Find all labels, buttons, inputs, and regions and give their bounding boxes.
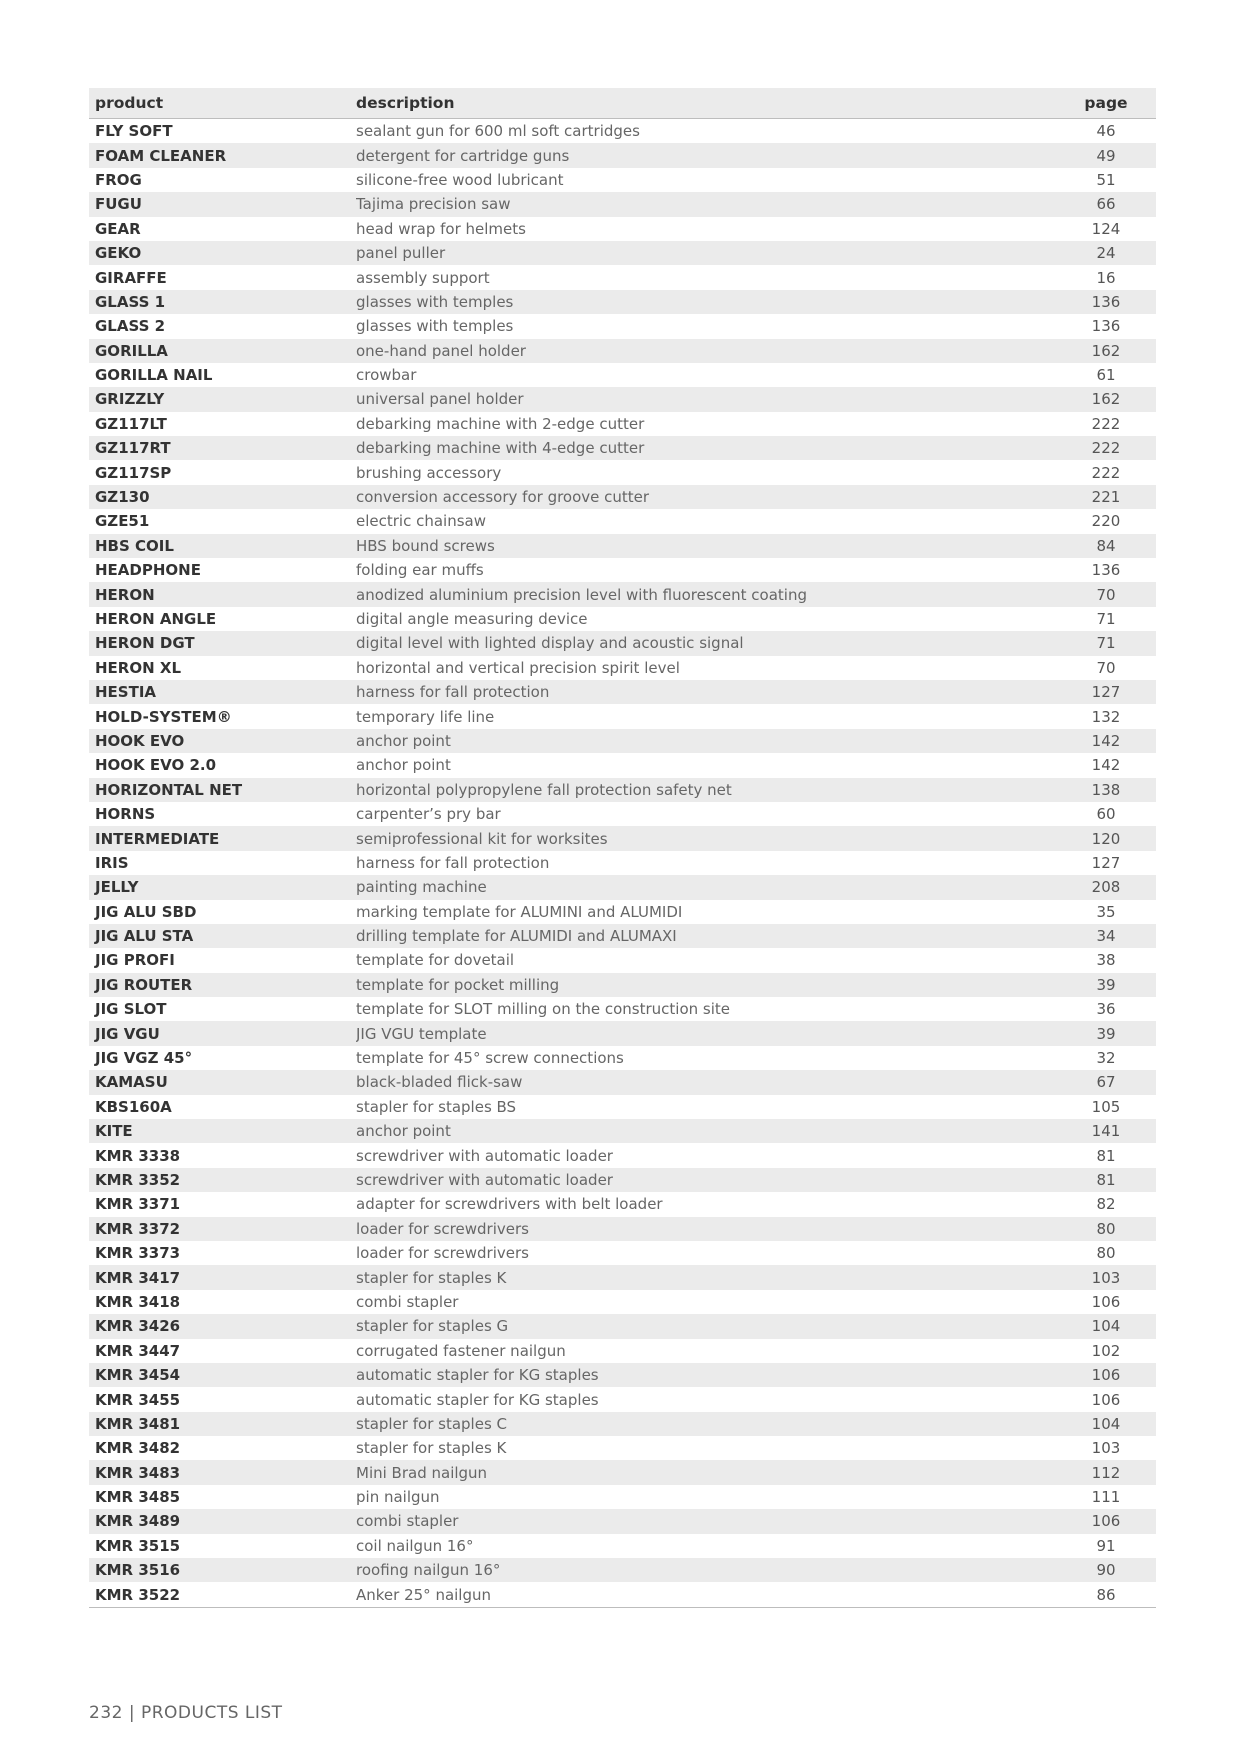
- product-cell: HOLD-SYSTEM®: [95, 707, 232, 726]
- table-row: [89, 143, 1156, 167]
- page-cell: 127: [1091, 683, 1121, 702]
- page-cell: 142: [1091, 731, 1121, 750]
- description-cell: sealant gun for 600 ml soft cartridges: [356, 122, 640, 141]
- page-cell: 138: [1091, 780, 1121, 799]
- product-cell: HERON XL: [95, 658, 182, 677]
- description-cell: anchor point: [356, 756, 451, 775]
- page-cell: 80: [1096, 1244, 1116, 1263]
- product-cell: KMR 3417: [95, 1268, 181, 1287]
- table-row: [89, 680, 1156, 704]
- table-row: [89, 1363, 1156, 1387]
- description-cell: JIG VGU template: [356, 1024, 487, 1043]
- product-cell: KMR 3485: [95, 1488, 181, 1507]
- table-row: [89, 1070, 1156, 1094]
- product-cell: KMR 3338: [95, 1146, 181, 1165]
- page-cell: 106: [1091, 1390, 1121, 1409]
- table-row: [89, 1095, 1156, 1119]
- table-row: [89, 1387, 1156, 1411]
- description-cell: digital angle measuring device: [356, 610, 588, 628]
- description-cell: semiprofessional kit for worksites: [356, 829, 608, 848]
- table-row: [89, 1290, 1156, 1314]
- description-cell: universal panel holder: [356, 390, 524, 409]
- table-row: [89, 1119, 1156, 1143]
- description-cell: carpenter’s pry bar: [356, 805, 501, 824]
- page-cell: 106: [1091, 1512, 1121, 1531]
- description-cell: head wrap for helmets: [356, 219, 526, 238]
- page-footer: 232 | PRODUCTS LIST: [89, 1703, 283, 1723]
- table-row: [89, 1509, 1156, 1533]
- table-row: [89, 1436, 1156, 1460]
- table-row: [89, 241, 1156, 265]
- product-cell: FLY SOFT: [95, 122, 173, 141]
- page-cell: 36: [1096, 1000, 1116, 1019]
- page-cell: 136: [1091, 561, 1121, 580]
- page-cell: 51: [1096, 170, 1116, 189]
- page-cell: 70: [1096, 585, 1116, 604]
- page-cell: 71: [1096, 634, 1116, 653]
- product-cell: HERON: [95, 585, 155, 604]
- product-cell: JIG ALU STA: [95, 927, 194, 946]
- product-cell: GORILLA: [95, 341, 168, 360]
- page-cell: 102: [1091, 1341, 1121, 1360]
- description-cell: combi stapler: [356, 1292, 459, 1311]
- page-cell: 106: [1091, 1366, 1121, 1385]
- product-cell: HBS COIL: [95, 536, 174, 555]
- description-cell: template for dovetail: [356, 951, 515, 970]
- description-cell: Anker 25° nailgun: [356, 1585, 492, 1604]
- page-cell: 104: [1091, 1414, 1121, 1433]
- page-cell: 81: [1096, 1146, 1116, 1165]
- product-cell: KITE: [95, 1122, 133, 1141]
- description-cell: stapler for staples K: [356, 1268, 507, 1287]
- product-cell: JIG SLOT: [95, 1000, 167, 1019]
- description-cell: debarking machine with 2-edge cutter: [356, 414, 645, 433]
- page-cell: 39: [1096, 975, 1116, 994]
- page-cell: 35: [1096, 902, 1116, 921]
- product-cell: KMR 3371: [95, 1195, 181, 1214]
- description-cell: electric chainsaw: [356, 512, 486, 531]
- header-description: description: [356, 94, 455, 112]
- table-row: [89, 534, 1156, 558]
- description-cell: stapler for staples K: [356, 1439, 507, 1458]
- description-cell: stapler for staples C: [356, 1414, 507, 1433]
- description-cell: anodized aluminium precision level with fluorescent coating: [356, 585, 807, 604]
- table-row: [89, 778, 1156, 802]
- table-row: [89, 729, 1156, 753]
- table-row: [89, 1217, 1156, 1241]
- table-row: [89, 1021, 1156, 1045]
- description-cell: screwdriver with automatic loader: [356, 1170, 613, 1189]
- product-cell: JIG VGZ 45°: [95, 1049, 193, 1068]
- page-cell: 84: [1096, 536, 1116, 555]
- table-row: [89, 948, 1156, 972]
- page-cell: 67: [1096, 1073, 1116, 1092]
- product-cell: HEADPHONE: [95, 561, 201, 580]
- description-cell: glasses with temples: [356, 292, 514, 311]
- product-cell: KMR 3447: [95, 1341, 181, 1360]
- table-row: [89, 1460, 1156, 1484]
- table-row: [89, 387, 1156, 411]
- product-cell: KBS160A: [95, 1097, 172, 1116]
- description-cell: stapler for staples G: [356, 1317, 509, 1336]
- page-cell: 142: [1091, 756, 1121, 775]
- page-cell: 38: [1096, 951, 1116, 970]
- header-page: page: [1084, 94, 1128, 112]
- page-cell: 24: [1096, 244, 1116, 263]
- description-cell: stapler for staples BS: [356, 1097, 517, 1116]
- product-cell: GZE51: [95, 512, 150, 531]
- product-cell: HOOK EVO 2.0: [95, 756, 217, 775]
- product-cell: HERON ANGLE: [95, 610, 217, 628]
- table-row: [89, 631, 1156, 655]
- product-cell: GZ117LT: [95, 414, 167, 433]
- description-cell: marking template for ALUMINI and ALUMIDI: [356, 902, 683, 921]
- product-cell: INTERMEDIATE: [95, 829, 220, 848]
- table-row: [89, 1339, 1156, 1363]
- table-row: [89, 1192, 1156, 1216]
- table-row: [89, 582, 1156, 606]
- description-cell: crowbar: [356, 366, 417, 385]
- page-cell: 91: [1096, 1536, 1116, 1555]
- page-cell: 71: [1096, 610, 1116, 628]
- description-cell: screwdriver with automatic loader: [356, 1146, 613, 1165]
- table-row: [89, 509, 1156, 533]
- page-cell: 162: [1091, 341, 1121, 360]
- table-row: [89, 1558, 1156, 1582]
- description-cell: one-hand panel holder: [356, 341, 526, 360]
- page-cell: 208: [1091, 878, 1121, 897]
- page-cell: 46: [1096, 122, 1116, 141]
- page-cell: 220: [1091, 512, 1121, 531]
- description-cell: automatic stapler for KG staples: [356, 1366, 599, 1385]
- table-row: [89, 436, 1156, 460]
- table-header: [89, 88, 1156, 119]
- table-row: [89, 412, 1156, 436]
- description-cell: harness for fall protection: [356, 683, 550, 702]
- description-cell: temporary life line: [356, 707, 495, 726]
- product-cell: FROG: [95, 170, 142, 189]
- table-row: [89, 290, 1156, 314]
- product-cell: KMR 3373: [95, 1244, 181, 1263]
- product-cell: HORIZONTAL NET: [95, 780, 243, 799]
- description-cell: anchor point: [356, 731, 451, 750]
- description-cell: Tajima precision saw: [356, 195, 511, 214]
- table-row: [89, 1143, 1156, 1167]
- description-cell: debarking machine with 4-edge cutter: [356, 439, 645, 458]
- description-cell: panel puller: [356, 244, 446, 263]
- page-cell: 70: [1096, 658, 1116, 677]
- table-row: [89, 924, 1156, 948]
- description-cell: adapter for screwdrivers with belt loader: [356, 1195, 663, 1214]
- product-cell: GLASS 1: [95, 292, 166, 311]
- description-cell: horizontal and vertical precision spirit level: [356, 658, 680, 677]
- product-cell: JELLY: [95, 878, 139, 897]
- description-cell: pin nailgun: [356, 1488, 440, 1507]
- description-cell: digital level with lighted display and acoustic signal: [356, 634, 744, 653]
- description-cell: detergent for cartridge guns: [356, 146, 570, 165]
- table-row: [89, 485, 1156, 509]
- page-cell: 34: [1096, 927, 1116, 946]
- description-cell: black-bladed flick-saw: [356, 1073, 523, 1092]
- description-cell: silicone-free wood lubricant: [356, 170, 564, 189]
- description-cell: loader for screwdrivers: [356, 1219, 529, 1238]
- product-cell: FUGU: [95, 195, 142, 214]
- description-cell: loader for screwdrivers: [356, 1244, 529, 1263]
- table-row: [89, 1485, 1156, 1509]
- product-cell: JIG PROFI: [95, 951, 175, 970]
- table-row: [89, 875, 1156, 899]
- description-cell: template for SLOT milling on the construction site: [356, 1000, 731, 1019]
- description-cell: combi stapler: [356, 1512, 459, 1531]
- page-cell: 132: [1091, 707, 1121, 726]
- table-row: [89, 314, 1156, 338]
- product-cell: KMR 3455: [95, 1390, 181, 1409]
- product-cell: KMR 3454: [95, 1366, 181, 1385]
- product-cell: KMR 3352: [95, 1170, 181, 1189]
- page-cell: 112: [1091, 1463, 1121, 1482]
- product-cell: KMR 3372: [95, 1219, 181, 1238]
- table-row: [89, 265, 1156, 289]
- table-row: [89, 119, 1156, 143]
- product-cell: GZ117SP: [95, 463, 172, 482]
- products-table: [89, 88, 1156, 1608]
- table-row: [89, 1046, 1156, 1070]
- table-row: [89, 851, 1156, 875]
- page-cell: 66: [1096, 195, 1116, 214]
- header-product: product: [95, 94, 164, 112]
- description-cell: HBS bound screws: [356, 536, 495, 555]
- product-cell: GEAR: [95, 219, 141, 238]
- table-row: [89, 460, 1156, 484]
- product-cell: KMR 3515: [95, 1536, 181, 1555]
- table-row: [89, 997, 1156, 1021]
- product-cell: HERON DGT: [95, 634, 195, 653]
- table-row: [89, 192, 1156, 216]
- product-cell: KMR 3483: [95, 1463, 181, 1482]
- page-cell: 86: [1096, 1585, 1116, 1604]
- table-row: [89, 168, 1156, 192]
- product-cell: HESTIA: [95, 683, 157, 702]
- page-cell: 104: [1091, 1317, 1121, 1336]
- description-cell: glasses with temples: [356, 317, 514, 336]
- product-cell: GZ130: [95, 488, 150, 507]
- table-row: [89, 1314, 1156, 1338]
- page-cell: 127: [1091, 853, 1121, 872]
- product-cell: KMR 3418: [95, 1292, 181, 1311]
- table-bottom-rule: [89, 1607, 1156, 1608]
- page-cell: 103: [1091, 1439, 1121, 1458]
- page-cell: 103: [1091, 1268, 1121, 1287]
- description-cell: automatic stapler for KG staples: [356, 1390, 599, 1409]
- product-cell: GORILLA NAIL: [95, 366, 213, 385]
- page-cell: 221: [1091, 488, 1121, 507]
- page-cell: 106: [1091, 1292, 1121, 1311]
- product-cell: JIG ROUTER: [95, 975, 193, 994]
- table-row: [89, 753, 1156, 777]
- table-row: [89, 217, 1156, 241]
- table-row: [89, 1265, 1156, 1289]
- description-cell: corrugated fastener nailgun: [356, 1341, 566, 1360]
- description-cell: roofing nailgun 16°: [356, 1561, 501, 1580]
- table-row: [89, 1241, 1156, 1265]
- table-row: [89, 704, 1156, 728]
- product-cell: KMR 3482: [95, 1439, 181, 1458]
- product-cell: GIRAFFE: [95, 268, 167, 287]
- description-cell: painting machine: [356, 878, 487, 897]
- page-cell: 136: [1091, 292, 1121, 311]
- product-cell: KMR 3489: [95, 1512, 181, 1531]
- table-row: [89, 607, 1156, 631]
- table-row: [89, 900, 1156, 924]
- product-cell: JIG VGU: [95, 1024, 160, 1043]
- description-cell: coil nailgun 16°: [356, 1536, 474, 1555]
- table-row: [89, 656, 1156, 680]
- description-cell: folding ear muffs: [356, 561, 484, 580]
- table-row: [89, 826, 1156, 850]
- product-cell: KMR 3516: [95, 1561, 181, 1580]
- product-cell: JIG ALU SBD: [95, 902, 197, 921]
- table-row: [89, 1168, 1156, 1192]
- product-cell: GLASS 2: [95, 317, 166, 336]
- table-row: [89, 802, 1156, 826]
- description-cell: assembly support: [356, 268, 490, 287]
- page-cell: 80: [1096, 1219, 1116, 1238]
- page-cell: 162: [1091, 390, 1121, 409]
- page-cell: 222: [1091, 414, 1121, 433]
- table-row: [89, 1534, 1156, 1558]
- page-cell: 81: [1096, 1170, 1116, 1189]
- product-cell: GEKO: [95, 244, 142, 263]
- product-cell: HORNS: [95, 805, 156, 824]
- page-cell: 39: [1096, 1024, 1116, 1043]
- page-cell: 222: [1091, 463, 1121, 482]
- page-cell: 16: [1096, 268, 1116, 287]
- product-cell: KAMASU: [95, 1073, 168, 1092]
- product-cell: FOAM CLEANER: [95, 146, 227, 165]
- product-cell: GRIZZLY: [95, 390, 165, 409]
- product-cell: GZ117RT: [95, 439, 171, 458]
- product-cell: IRIS: [95, 853, 129, 872]
- table-row: [89, 1582, 1156, 1606]
- table-row: [89, 363, 1156, 387]
- description-cell: Mini Brad nailgun: [356, 1463, 488, 1482]
- description-cell: template for pocket milling: [356, 975, 560, 994]
- page-cell: 32: [1096, 1049, 1116, 1068]
- product-cell: KMR 3426: [95, 1317, 181, 1336]
- page-cell: 222: [1091, 439, 1121, 458]
- description-cell: drilling template for ALUMIDI and ALUMAXI: [356, 927, 677, 946]
- page-cell: 120: [1091, 829, 1121, 848]
- table-row: [89, 973, 1156, 997]
- page-cell: 82: [1096, 1195, 1116, 1214]
- table-body: [89, 119, 1156, 1607]
- page-cell: 90: [1096, 1561, 1116, 1580]
- table-row: [89, 339, 1156, 363]
- product-cell: KMR 3481: [95, 1414, 181, 1433]
- page-cell: 111: [1091, 1488, 1121, 1507]
- page-cell: 105: [1091, 1097, 1121, 1116]
- description-cell: conversion accessory for groove cutter: [356, 488, 650, 507]
- page-cell: 60: [1096, 805, 1116, 824]
- page-cell: 124: [1091, 219, 1121, 238]
- description-cell: horizontal polypropylene fall protection safety net: [356, 780, 732, 799]
- table-row: [89, 558, 1156, 582]
- product-cell: KMR 3522: [95, 1585, 181, 1604]
- description-cell: anchor point: [356, 1122, 451, 1141]
- product-cell: HOOK EVO: [95, 731, 185, 750]
- description-cell: brushing accessory: [356, 463, 502, 482]
- table-row: [89, 1412, 1156, 1436]
- page-cell: 136: [1091, 317, 1121, 336]
- page-cell: 49: [1096, 146, 1116, 165]
- description-cell: template for 45° screw connections: [356, 1049, 624, 1068]
- page-cell: 61: [1096, 366, 1116, 385]
- page-cell: 141: [1091, 1122, 1121, 1141]
- description-cell: harness for fall protection: [356, 853, 550, 872]
